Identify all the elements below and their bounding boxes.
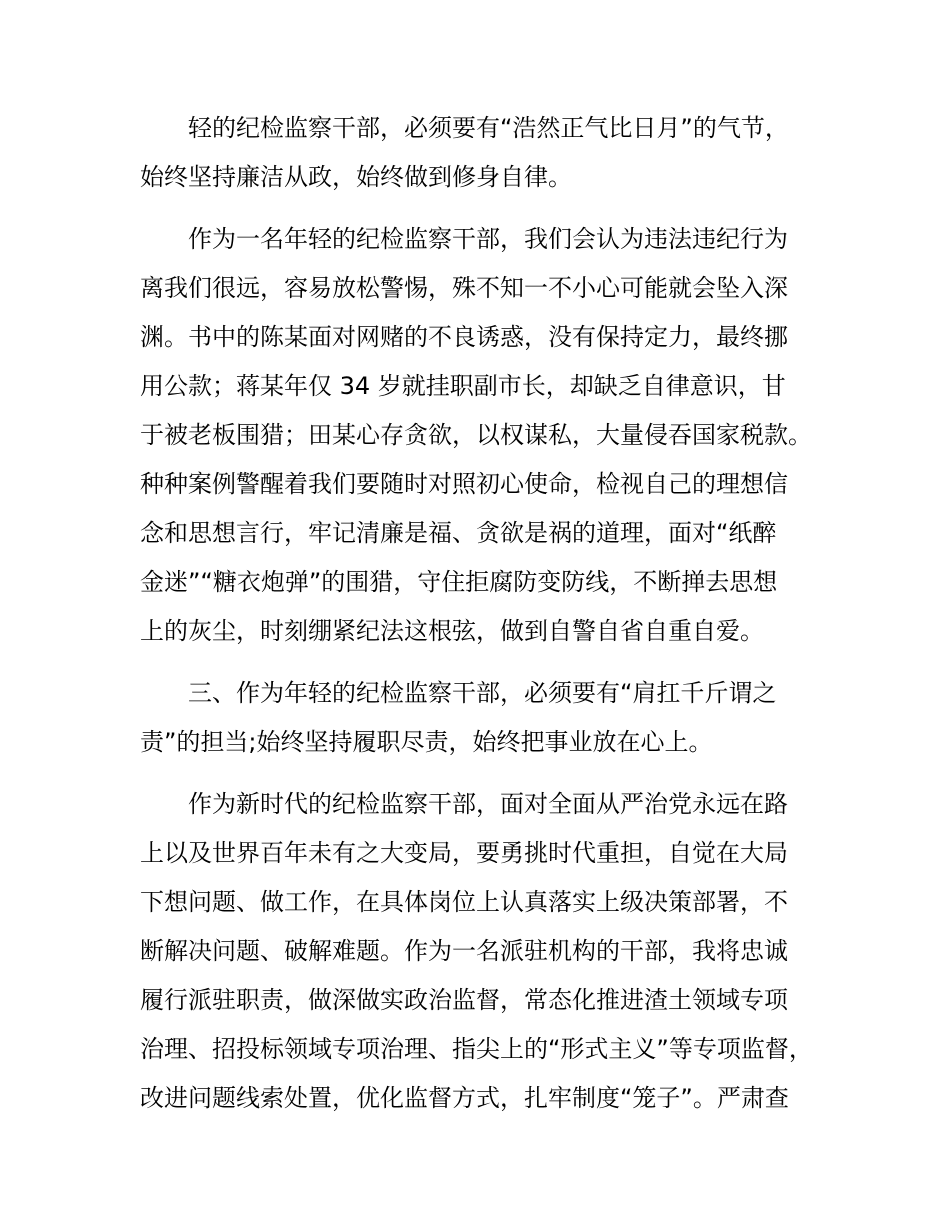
paragraph-line: 于被老板围猎；田某心存贪欲，以权谋私，大量侵吞国家税款。 (140, 421, 812, 449)
paragraph-4 (140, 780, 832, 1123)
paragraph-line: 作为新时代的纪检监察干部，面对全面从严治党永远在路 (188, 790, 788, 818)
paragraph-line: 上以及世界百年未有之大变局，要勇挑时代重担，自觉在大局 (140, 839, 788, 867)
paragraph-line: 始终坚持廉洁从政，始终做到修身自律。 (140, 163, 572, 191)
paragraph-line: 离我们很远，容易放松警惕，殊不知一不小心可能就会坠入深 (140, 274, 788, 302)
paragraph-line: 治理、招投标领域专项治理、指尖上的“形式主义”等专项监督， (140, 1035, 813, 1063)
paragraph-line: 轻的纪检监察干部，必须要有“浩然正气比日月”的气节， (188, 114, 789, 142)
paragraph-line: 金迷”“糖衣炮弹”的围猎，守住拒腐防变防线，不断掸去思想 (140, 568, 778, 596)
paragraph-line: 用公款；蒋某年仅 34 岁就挂职副市长，却缺乏自律意识，甘 (140, 372, 786, 400)
document-body (140, 104, 832, 1123)
paragraph-line: 改进问题线索处置，优化监督方式，扎牢制度“笼子”。严肃查 (140, 1084, 789, 1112)
paragraph-2 (140, 215, 832, 656)
paragraph-line: 下想问题、做工作，在具体岗位上认真落实上级决策部署，不 (140, 888, 788, 916)
paragraph-line: 念和思想言行，牢记清廉是福、贪欲是祸的道理，面对“纸醉 (140, 519, 777, 547)
paragraph-line: 上的灰尘，时刻绷紧纪法这根弦，做到自警自省自重自爱。 (140, 617, 764, 645)
paragraph-line: 种种案例警醒着我们要随时对照初心使命，检视自己的理想信 (140, 470, 788, 498)
paragraph-line: 三、作为年轻的纪检监察干部，必须要有“肩扛千斤谓之 (188, 679, 777, 707)
paragraph-1 (140, 104, 832, 202)
paragraph-line: 履行派驻职责，做深做实政治监督，常态化推进渣土领域专项 (140, 986, 788, 1014)
paragraph-line: 责”的担当;始终坚持履职尽责，始终把事业放在心上。 (140, 728, 713, 756)
paragraph-line: 渊。书中的陈某面对网赌的不良诱惑，没有保持定力，最终挪 (140, 323, 788, 351)
paragraph-line: 作为一名年轻的纪检监察干部，我们会认为违法违纪行为 (188, 225, 788, 253)
paragraph-3-heading (140, 669, 832, 767)
paragraph-line: 断解决问题、破解难题。作为一名派驻机构的干部，我将忠诚 (140, 937, 788, 965)
